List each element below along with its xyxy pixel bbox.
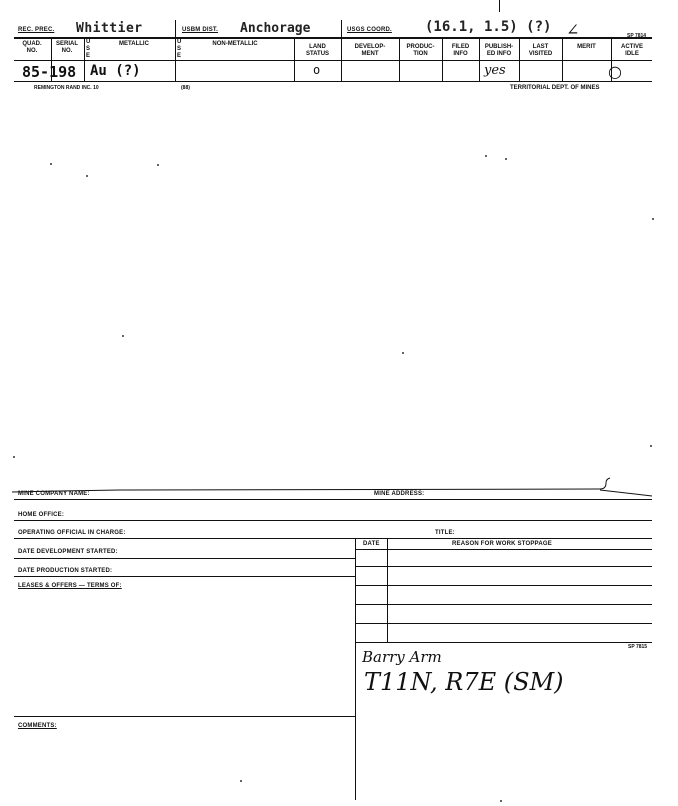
scan-speck [157,164,159,166]
form-line [14,576,355,577]
col-non-metallic: NON-METALLIC [212,41,258,47]
card-edge-curl [0,470,678,500]
leases-label: LEASES & OFFERS — TERMS OF: [18,583,122,589]
record-published-info: yes [484,63,506,78]
usgs-coord-label: USGS COORD. [347,27,392,33]
mine-address-label: MINE ADDRESS: [374,491,425,497]
grid-line [14,37,652,39]
column-divider [175,38,176,81]
col-production: PRODUC- TION [406,44,435,57]
date-column-header: DATE [363,541,380,547]
scan-speck [50,163,52,165]
col-quad-no: QUAD. NO. [22,41,42,54]
registration-tick [499,0,500,12]
title-label: TITLE: [435,530,455,536]
dev-started-label: DATE DEVELOPMENT STARTED: [18,549,118,555]
scan-speck [122,335,124,337]
usbm-dist-label: USBM DIST. [182,27,219,33]
table-line [355,585,652,586]
handwritten-township-range: T11N, R7E (SM) [364,668,564,696]
prod-started-label: DATE PRODUCTION STARTED: [18,568,113,574]
mine-company-name-label: MINE COMPANY NAME: [18,491,90,497]
record-land-status: o [313,63,321,77]
col-use-2: U S E [177,39,182,59]
scan-speck [240,780,242,782]
record-metallic: Au (?) [90,63,141,79]
front-form-number: SP 7814 [627,33,647,39]
table-line [355,549,652,550]
table-line [355,642,652,643]
table-date-divider [387,538,388,642]
col-metallic: METALLIC [119,41,149,47]
scan-speck [485,155,487,157]
back-form-number: SP 7815 [628,644,648,650]
col-published-info: PUBLISH- ED INFO [484,44,514,57]
col-land-status: LAND STATUS [305,44,330,57]
divider [175,20,176,38]
form-line [14,499,652,500]
department-credit: TERRITORIAL DEPT. OF MINES [510,85,600,91]
operating-official-label: OPERATING OFFICIAL IN CHARGE: [18,530,126,536]
scan-speck [13,456,15,458]
rec-prec-label: REC. PREC. [18,27,55,33]
col-use-1: U S E [86,39,91,59]
col-active-idle: ACTIVE IDLE [620,44,643,57]
col-filed-info: FILED INFO [451,44,470,57]
table-line [355,604,652,605]
col-serial-no: SERIAL NO. [55,41,78,54]
grid-line [14,81,652,82]
corner-check-mark: ∠ [566,20,580,39]
handwritten-location: Barry Arm [362,648,442,666]
home-office-label: HOME OFFICE: [18,512,65,518]
table-line [355,623,652,624]
form-line [14,538,652,539]
grid-line [14,60,652,61]
col-last-visited: LAST VISITED [528,44,553,57]
scan-speck [500,800,502,802]
scan-speck [86,175,88,177]
col-development: DEVELOP- MENT [354,44,386,57]
table-left-border [355,538,356,800]
comments-label: COMMENTS: [18,723,57,729]
divider [341,20,342,38]
col-merit: MERIT [577,44,596,50]
usbm-dist-value: Anchorage [240,21,311,36]
rec-prec-value: Whittier [76,21,143,36]
record-active-idle: ○ [608,62,622,81]
scan-speck [505,158,507,160]
record-serial: 85-198 [22,63,77,81]
form-line [14,520,652,521]
reason-column-header: REASON FOR WORK STOPPAGE [452,541,552,547]
table-line [355,566,652,567]
scan-speck [652,218,654,220]
printer-credit: REMINGTON RAND INC. 10 [34,85,99,91]
scan-speck [402,352,404,354]
printer-code: (88) [181,85,190,91]
form-line [14,716,355,717]
column-divider [84,38,85,81]
scan-speck [650,445,652,447]
usgs-coord-value: (16.1, 1.5) (?) [425,19,552,35]
form-line [14,558,355,559]
